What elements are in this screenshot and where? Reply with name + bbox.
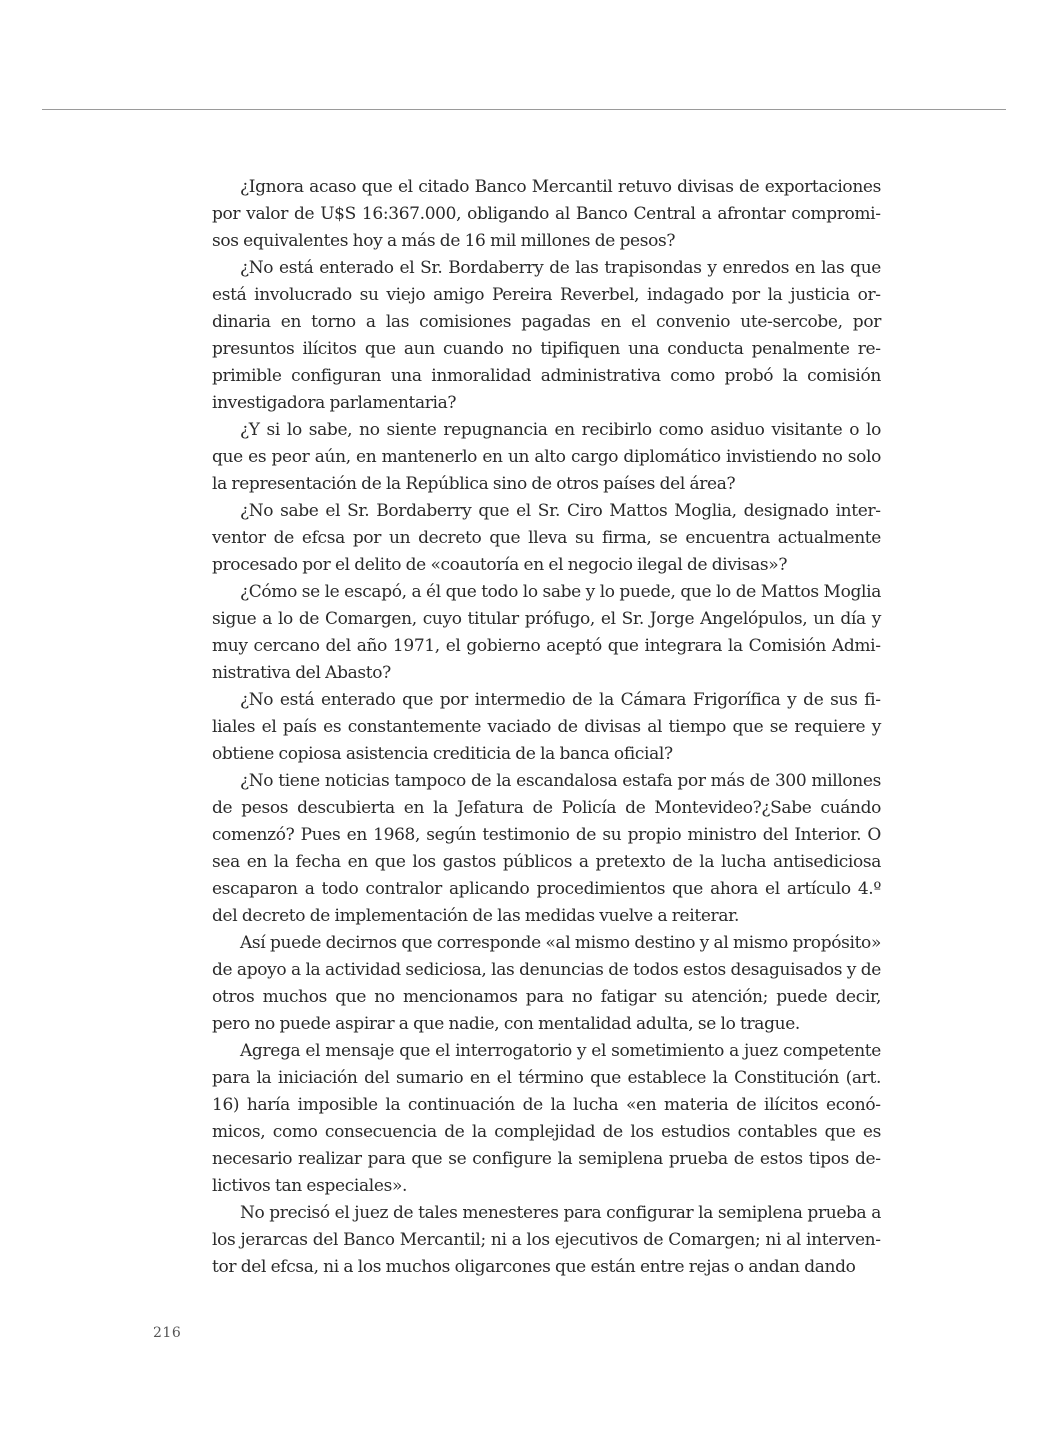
- paragraph: ¿No tiene noticias tampoco de la escandalosa estafa por más de 300 millones de pesos descubierta en la Jefatura de Policía de Montevideo?¿Sabe cuándo comenzó? Pues en 1968, según testimonio de su propio ministro del Interior. O sea en la fecha en que los gastos públicos a pretexto de la lucha antisediciosa escaparon a todo contralor aplicando procedimientos que ahora el artículo 4.º del decreto de implementación de las medidas vuelve a reiterar.: [212, 771, 881, 926]
- paragraph: No precisó el juez de tales menesteres para configurar la semiplena prueba a los jerarcas del Banco Mercantil; ni a los ejecutivos de Comargen; ni al interventor del efcsa, ni a los muchos oligarcones que están entre rejas o andan dando: [212, 1203, 881, 1277]
- page-number: 216: [153, 1325, 182, 1341]
- header-rule: [42, 109, 1006, 110]
- paragraph: ¿No está enterado el Sr. Bordaberry de las trapisondas y enredos en las que está involucrado su viejo amigo Pereira Reverbel, indagado por la justicia ordinaria en torno a las comisiones pagadas en el convenio ute-sercobe, por presuntos ilícitos que aun cuando no tipifiquen una conducta penalmente reprimible configuran una inmoralidad administrativa como probó la comisión investigadora parlamentaria?: [212, 258, 881, 413]
- body-text: [212, 174, 881, 1281]
- paragraph: ¿Cómo se le escapó, a él que todo lo sabe y lo puede, que lo de Mattos Moglia sigue a lo de Comargen, cuyo titular prófugo, el Sr. Jorge Angelópulos, un día y muy cercano del año 1971, el gobierno aceptó que integrara la Comisión Administrativa del Abasto?: [212, 582, 881, 683]
- paragraph: ¿Y si lo sabe, no siente repugnancia en recibirlo como asiduo visitante o lo que es peor aún, en mantenerlo en un alto cargo diplomático invistiendo no solo la representación de la República sino de otros países del área?: [212, 420, 881, 494]
- paragraph: Agrega el mensaje que el interrogatorio y el sometimiento a juez competente para la iniciación del sumario en el término que establece la Constitución (art. 16) haría imposible la continuación de la lucha «en materia de ilícitos económicos, como consecuencia de la complejidad de los estudios contables que es necesario realizar para que se configure la semiplena prueba de estos tipos delictivos tan especiales».: [212, 1041, 881, 1196]
- paragraph: Así puede decirnos que corresponde «al mismo destino y al mismo propósito» de apoyo a la actividad sediciosa, las denuncias de todos estos desaguisados y de otros muchos que no mencionamos para no fatigar su atención; puede decir, pero no puede aspirar a que nadie, con mentalidad adulta, se lo trague.: [212, 933, 881, 1034]
- paragraph: ¿Ignora acaso que el citado Banco Mercantil retuvo divisas de exportaciones por valor de U$S 16:367.000, obligando al Banco Central a afrontar compromisos equivalentes hoy a más de 16 mil millones de pesos?: [212, 177, 881, 251]
- paragraph: ¿No sabe el Sr. Bordaberry que el Sr. Ciro Mattos Moglia, designado interventor de efcsa por un decreto que lleva su firma, se encuentra actualmente procesado por el delito de «coautoría en el negocio ilegal de divisas»?: [212, 501, 881, 575]
- paragraph: ¿No está enterado que por intermedio de la Cámara Frigorífica y de sus filiales el país es constantemente vaciado de divisas al tiempo que se requiere y obtiene copiosa asistencia crediticia de la banca oficial?: [212, 690, 881, 764]
